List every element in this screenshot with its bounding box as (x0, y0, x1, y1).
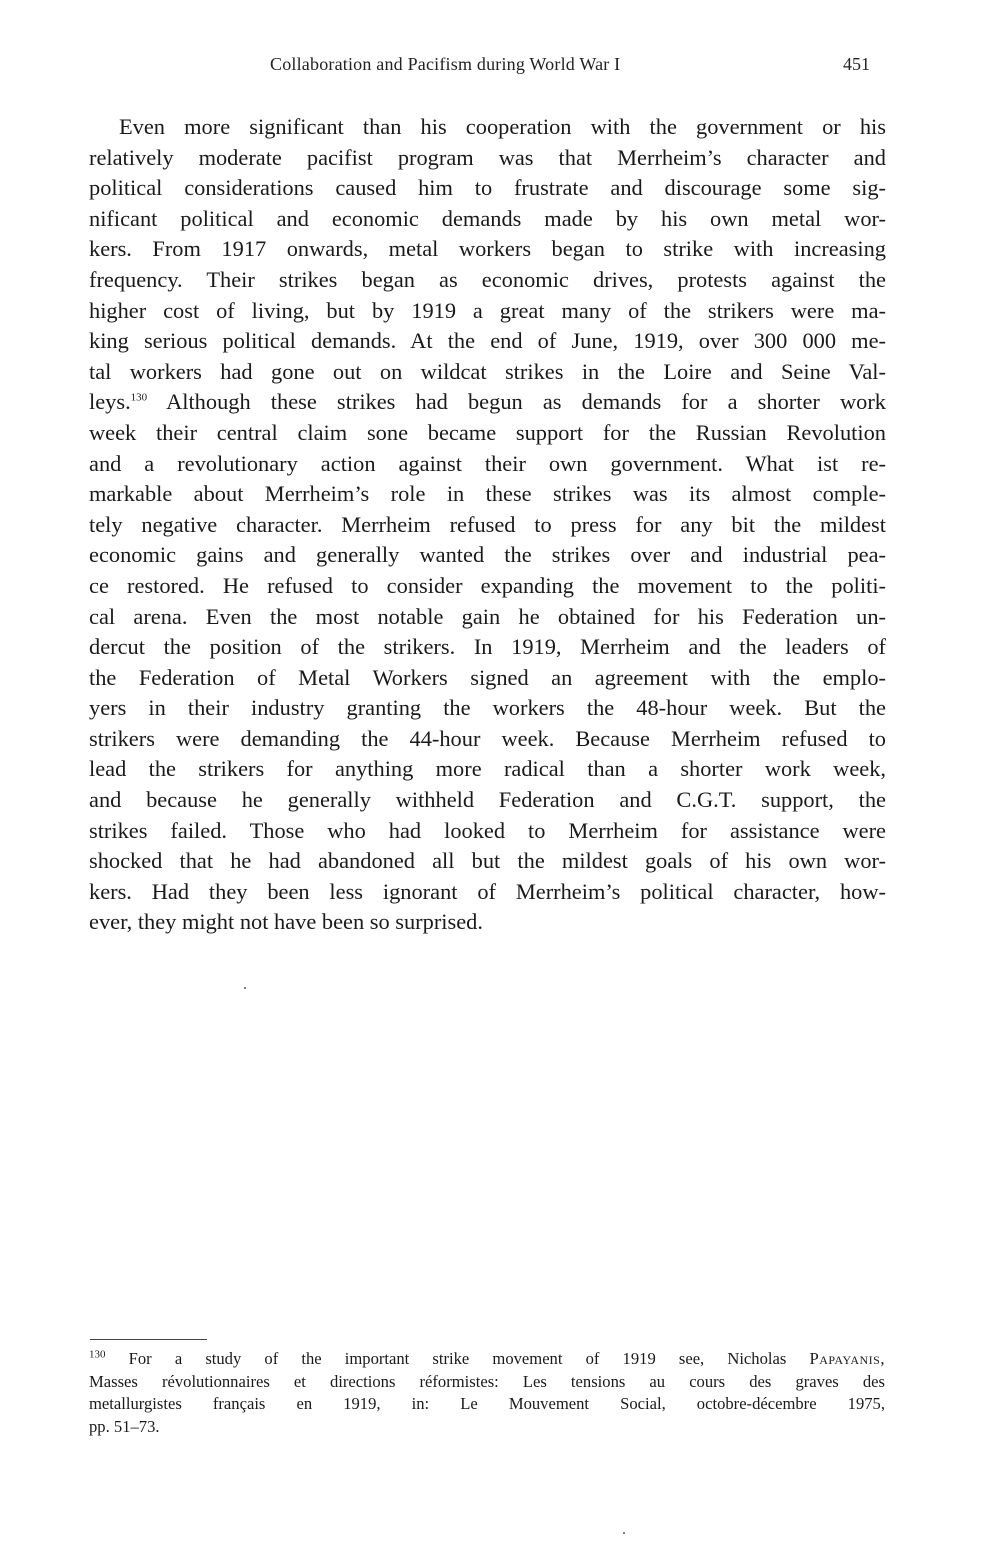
body-line: relatively moderate pacifist program was that Merrheim’s character and (89, 144, 886, 170)
footnote-separator (90, 1339, 207, 1340)
body-line: ce restored. He refused to consider expanding the movement to the politi- (89, 572, 886, 598)
body-line: kers. Had they been less ignorant of Merrheim’s political character, how- (89, 878, 886, 904)
footnote-text: For a study of the important strike movement of 1919 see, Nicholas (128, 1349, 787, 1368)
body-line-final: ever, they might not have been so surprised. (89, 909, 483, 935)
body-line: king serious political demands. At the end of June, 1919, over 300 000 me- (89, 328, 886, 354)
body-paragraph (89, 112, 886, 938)
body-line: tal workers had gone out on wildcat strikes in the Loire and Seine Val- (89, 358, 886, 384)
body-line: political considerations caused him to frustrate and discourage some sig- (89, 175, 886, 201)
body-line: markable about Merrheim’s role in these strikes was its almost comple- (89, 481, 886, 507)
body-line: tely negative character. Merrheim refused to press for any bit the mildest (89, 511, 886, 537)
body-line: yers in their industry granting the workers the 48-hour week. But the (89, 695, 886, 721)
footnote-number: 130 (89, 1348, 106, 1361)
running-title: Collaboration and Pacifism during World War I (270, 54, 621, 74)
body-line: and a revolutionary action against their own government. What ist re- (89, 450, 886, 476)
print-speck (244, 987, 246, 989)
body-line-start: leys. (89, 389, 131, 415)
body-line: shocked that he had abandoned all but the mildest goals of his own wor- (89, 848, 886, 874)
body-line-with-footnote-ref (89, 387, 886, 418)
print-speck (623, 1532, 625, 1534)
footnote-line: Masses révolutionnaires et directions réformistes: Les tensions au cours des graves des (89, 1371, 885, 1391)
footnote-line (89, 1348, 885, 1371)
body-line: higher cost of living, but by 1919 a great many of the strikers were ma- (89, 297, 886, 323)
body-line: Even more significant than his cooperation with the government or his (119, 114, 886, 139)
page-number: 451 (843, 54, 870, 74)
body-line: cal arena. Even the most notable gain he obtained for his Federation un- (89, 603, 886, 629)
body-line: strikes failed. Those who had looked to Merrheim for assistance were (89, 817, 886, 843)
footnote-reference[interactable]: 130 (130, 391, 148, 404)
body-line: dercut the position of the strikers. In 1919, Merrheim and the leaders of (89, 634, 886, 660)
body-line: frequency. Their strikes began as economic drives, protests against the (89, 266, 886, 292)
body-line: nificant political and economic demands made by his own metal wor- (89, 205, 886, 231)
footnote (89, 1348, 885, 1438)
body-line: kers. From 1917 onwards, metal workers began to strike with increasing (89, 236, 886, 262)
body-line: economic gains and generally wanted the strikes over and industrial pea- (89, 542, 886, 568)
body-line: strikers were demanding the 44-hour week. Because Merrheim refused to (89, 725, 886, 751)
body-line: week their central claim sone became support for the Russian Revolution (89, 419, 886, 445)
body-line: and because he generally withheld Federation and C.G.T. support, the (89, 787, 886, 813)
footnote-line: pp. 51–73. (89, 1416, 160, 1436)
body-line: lead the strikers for anything more radical than a shorter work week, (89, 756, 886, 782)
footnote-line: metallurgistes français en 1919, in: Le Mouvement Social, octobre-décembre 1975, (89, 1394, 885, 1413)
body-line: the Federation of Metal Workers signed an agreement with the emplo- (89, 664, 886, 690)
footnote-author-surname: Papayanis, (809, 1349, 885, 1368)
body-line-continuation: Although these strikes had begun as demands for a shorter work (147, 389, 886, 415)
